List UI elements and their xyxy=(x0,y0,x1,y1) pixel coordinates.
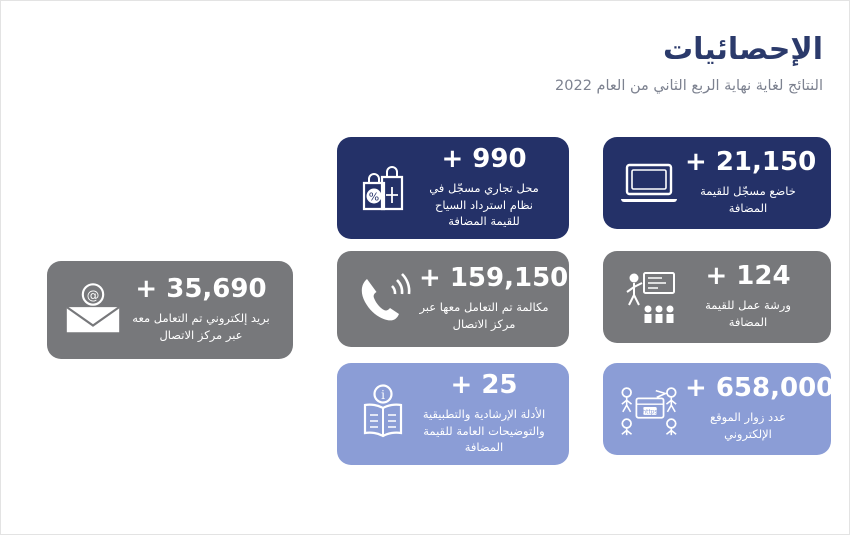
open-book-icon xyxy=(351,382,415,446)
stat-card-vat-registered xyxy=(603,137,831,229)
stat-value: + 35,690 xyxy=(135,274,267,305)
stat-label: مكالمة تم التعامل معها عبر مركز الاتصال xyxy=(419,300,549,332)
shopping-bags-icon xyxy=(351,156,415,220)
svg-text:https: https xyxy=(642,409,658,416)
stat-card-guides xyxy=(337,363,569,465)
stat-card-website-visitors xyxy=(603,363,835,455)
page-subtitle: النتائج لغاية نهاية الربع الثاني من العام 2022 xyxy=(555,78,823,94)
stat-label: بريد إلكتروني تم التعامل معه عبر مركز الاتصال xyxy=(132,311,270,343)
stat-card-workshops xyxy=(603,251,831,343)
laptop-icon xyxy=(617,151,681,215)
stat-card-emails xyxy=(47,261,293,359)
stat-label: محل تجاري مسجّل في نظام استرداد السياح للقيمة المضافة xyxy=(429,181,539,229)
header xyxy=(183,33,823,95)
svg-text:i: i xyxy=(381,388,385,402)
svg-text:%: % xyxy=(368,190,380,204)
stat-value: + 124 xyxy=(705,261,791,292)
stat-label: الأدلة الإرشادية والتطبيقية والتوضيحات العامة للقيمة المضافة xyxy=(422,407,546,455)
stat-label: ورشة عمل للقيمة المضافة xyxy=(705,298,791,330)
stat-value: + 990 xyxy=(441,143,527,174)
presentation-audience-icon xyxy=(617,265,681,329)
stat-card-registered-shops xyxy=(337,137,569,239)
stat-label: خاضع مسجّل للقيمة المضافة xyxy=(700,184,796,216)
svg-text:@: @ xyxy=(86,287,100,303)
stat-value: + 21,150 xyxy=(685,147,817,178)
stat-card-calls xyxy=(337,251,569,347)
stat-cards-grid xyxy=(19,131,835,486)
stat-value: + 658,000 xyxy=(685,373,835,404)
stat-value: + 25 xyxy=(450,369,518,400)
page-title: الإحصائيات xyxy=(663,32,823,67)
email-envelope-icon xyxy=(61,278,125,342)
stat-value: + 159,150 xyxy=(419,263,569,294)
website-visitors-icon xyxy=(617,377,681,441)
phone-ringing-icon xyxy=(351,267,415,331)
stat-label: عدد زوار الموقع الإلكتروني xyxy=(709,410,787,442)
